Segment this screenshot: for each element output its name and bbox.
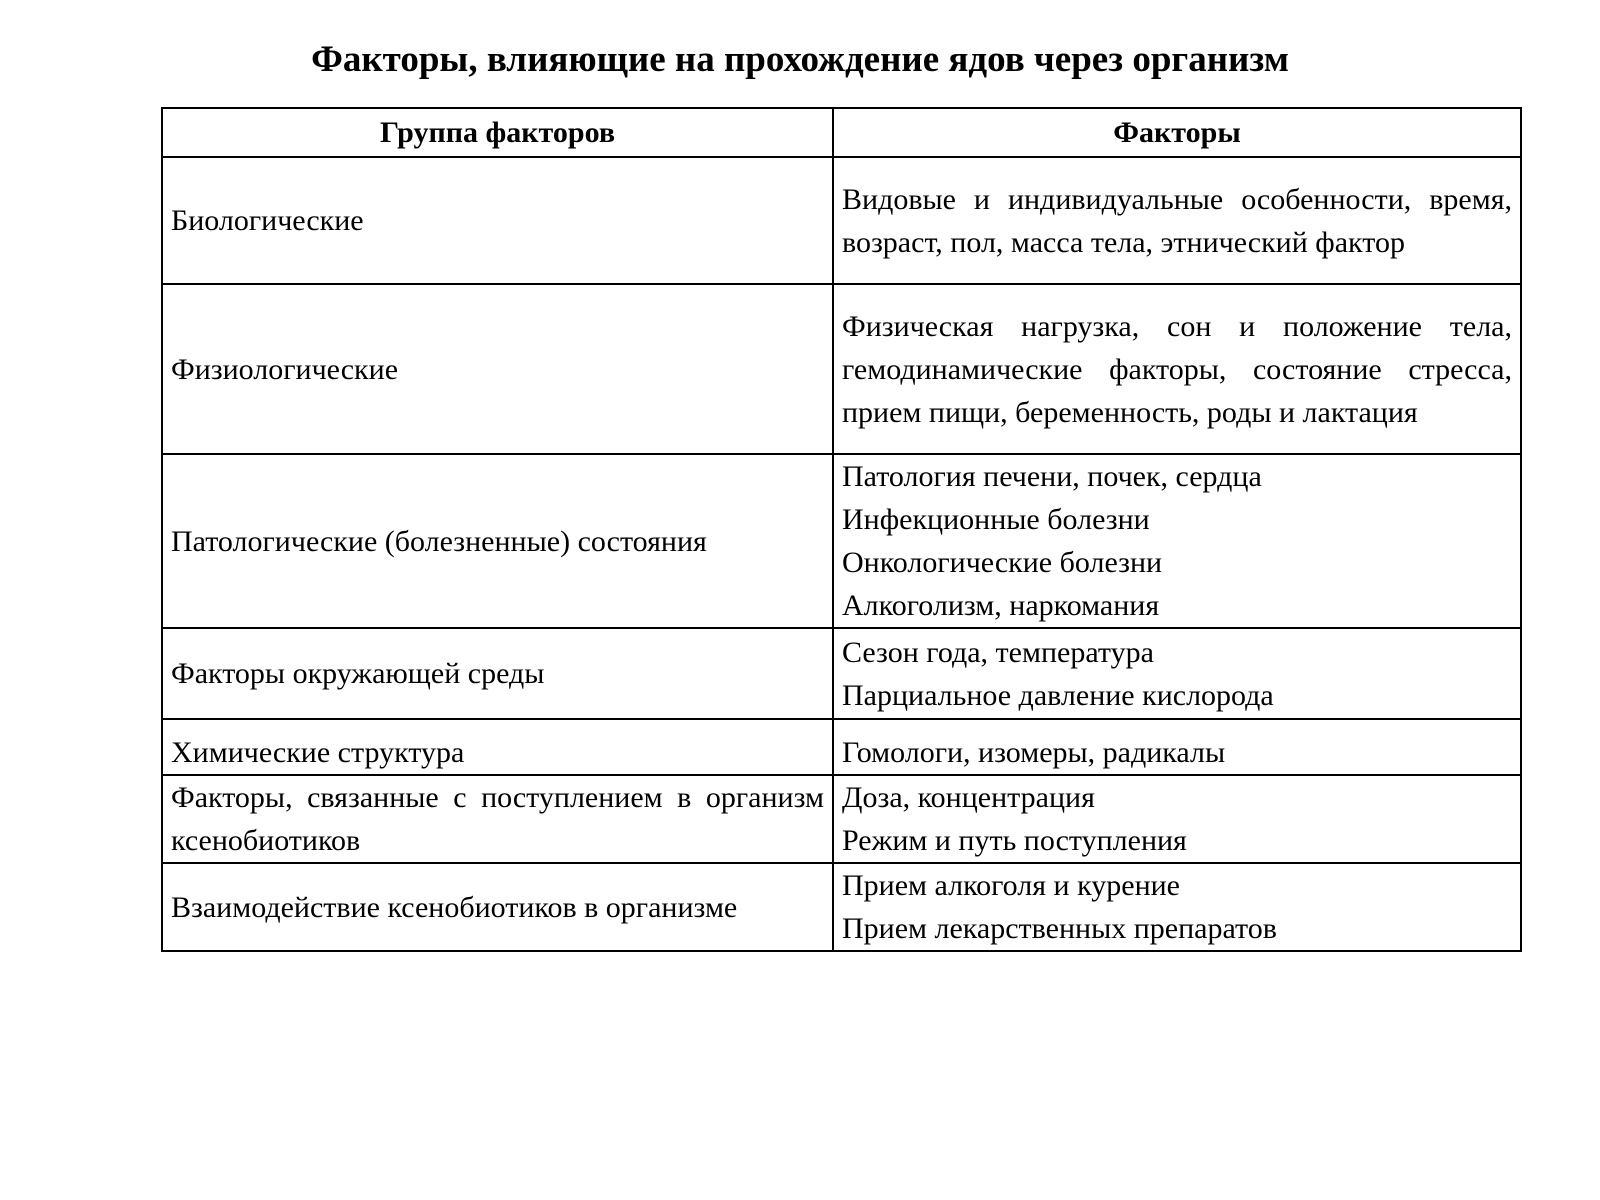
table-row — [162, 775, 1521, 863]
factors-cell: Гомологи, изомеры, радикалы — [833, 719, 1521, 775]
table-row — [162, 454, 1521, 628]
factor-line: Доза, концентрация — [842, 781, 1095, 814]
factor-line: Сезон года, температура — [842, 635, 1154, 669]
factor-line: Алкоголизм, наркомания — [842, 589, 1160, 622]
group-cell: Патологические (болезненные) состояния — [162, 454, 833, 628]
table-row — [162, 157, 1521, 284]
group-cell: Химические структура — [162, 719, 833, 775]
group-cell: Факторы, связанные с поступлением в организм ксенобиотиков — [162, 775, 833, 863]
factors-cell: Физическая нагрузка, сон и положение тела, гемодинамические факторы, состояние стресса, прием пищи, беременность, роды и лактация — [833, 284, 1521, 454]
group-cell: Факторы окружающей среды — [162, 628, 833, 719]
table-header-row — [162, 108, 1521, 157]
factor-line: Инфекционные болезни — [842, 503, 1150, 536]
group-cell: Биологические — [162, 157, 833, 284]
factor-line: Парциальное давление кислорода — [842, 678, 1274, 712]
factors-cell: Видовые и индивидуальные особенности, время, возраст, пол, масса тела, этнический фактор — [833, 157, 1521, 284]
table-row — [162, 863, 1521, 951]
page-title: Факторы, влияющие на прохождение ядов через организм — [311, 39, 1289, 80]
factors-cell — [833, 454, 1521, 628]
column-header-factors: Факторы — [833, 108, 1521, 157]
factors-cell — [833, 628, 1521, 719]
factor-line: Онкологические болезни — [842, 546, 1163, 579]
factor-line: Прием лекарственных препаратов — [842, 912, 1277, 945]
table-row — [162, 719, 1521, 775]
group-cell: Физиологические — [162, 284, 833, 454]
factor-line: Прием алкоголя и курение — [842, 869, 1180, 902]
factors-cell — [833, 863, 1521, 951]
group-cell: Взаимодействие ксенобиотиков в организме — [162, 863, 833, 951]
factors-cell — [833, 775, 1521, 863]
table-row — [162, 628, 1521, 719]
factor-line: Патология печени, почек, сердца — [842, 460, 1262, 493]
factor-line: Режим и путь поступления — [842, 824, 1187, 857]
factors-table — [161, 107, 1522, 952]
column-header-group: Группа факторов — [162, 108, 833, 157]
table-row — [162, 284, 1521, 454]
